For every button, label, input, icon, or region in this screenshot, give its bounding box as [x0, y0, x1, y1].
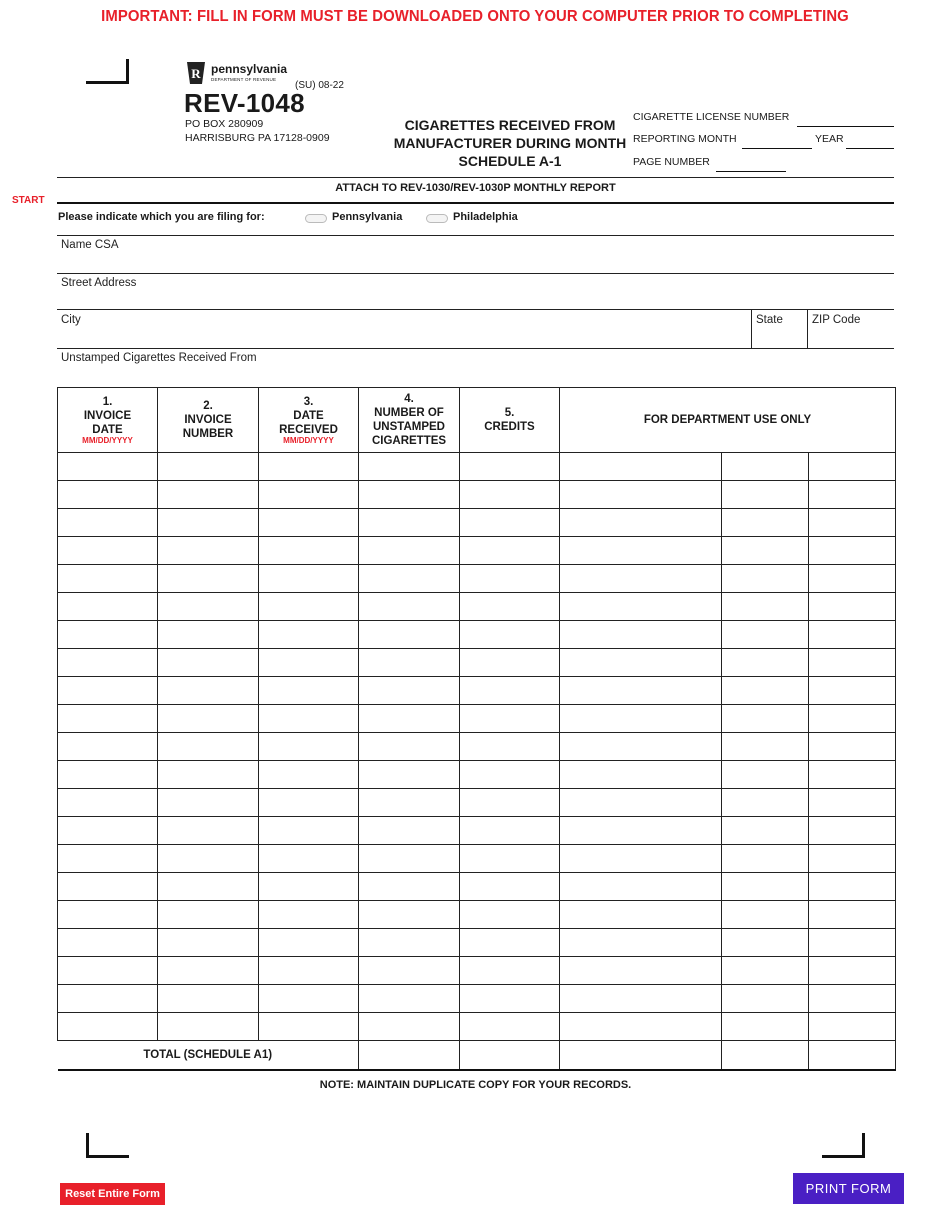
- entry-cell[interactable]: [158, 705, 259, 733]
- dept-use-cell: [809, 733, 896, 761]
- entry-cell[interactable]: [259, 761, 359, 789]
- agency-name: pennsylvania: [211, 62, 288, 76]
- entry-cell[interactable]: [58, 677, 158, 705]
- entry-cell[interactable]: [359, 761, 460, 789]
- name-csa-label: Name CSA: [61, 239, 119, 251]
- col-number: 4.: [404, 393, 414, 405]
- dept-use-cell: [809, 957, 896, 985]
- entry-cell[interactable]: [359, 649, 460, 677]
- entry-cell[interactable]: [58, 929, 158, 957]
- entry-cell[interactable]: [158, 481, 259, 509]
- divider: [57, 177, 894, 178]
- city-field[interactable]: [57, 310, 751, 348]
- table-row: [58, 901, 896, 929]
- dept-use-cell: [722, 705, 809, 733]
- dept-use-cell: [809, 845, 896, 873]
- entry-cell[interactable]: [359, 733, 460, 761]
- entry-cell[interactable]: [460, 873, 560, 901]
- table-row: [58, 649, 896, 677]
- table-row: [58, 929, 896, 957]
- dept-use-cell: [560, 621, 722, 649]
- entry-cell[interactable]: [259, 649, 359, 677]
- dept-use-cell: [809, 929, 896, 957]
- entry-cell[interactable]: [158, 761, 259, 789]
- entry-cell[interactable]: [158, 901, 259, 929]
- entry-cell[interactable]: [359, 621, 460, 649]
- entry-cell[interactable]: [158, 789, 259, 817]
- entry-cell[interactable]: [259, 509, 359, 537]
- entry-cell[interactable]: [259, 621, 359, 649]
- col-label-line: NUMBER OF: [374, 407, 444, 419]
- entry-cell[interactable]: [158, 677, 259, 705]
- entry-cell[interactable]: [460, 789, 560, 817]
- date-format-hint: MM/DD/YYYY: [82, 436, 133, 445]
- table-header-row: [58, 388, 896, 453]
- reporting-month-label: REPORTING MONTH: [633, 133, 737, 145]
- entry-cell[interactable]: [158, 817, 259, 845]
- download-warning-banner: IMPORTANT: FILL IN FORM MUST BE DOWNLOADED ONTO YOUR COMPUTER PRIOR TO COMPLETING: [101, 8, 849, 25]
- entry-cell[interactable]: [259, 901, 359, 929]
- dept-use-cell: [722, 733, 809, 761]
- entry-cell[interactable]: [158, 845, 259, 873]
- table-row: [58, 621, 896, 649]
- year-label: YEAR: [815, 133, 844, 145]
- dept-use-cell: [560, 705, 722, 733]
- entry-cell[interactable]: [359, 817, 460, 845]
- entry-cell[interactable]: [58, 901, 158, 929]
- entry-cell[interactable]: [460, 761, 560, 789]
- dept-use-cell: [722, 985, 809, 1013]
- entry-cell[interactable]: [359, 705, 460, 733]
- table-row: [58, 453, 896, 481]
- table-row: [58, 677, 896, 705]
- dept-use-cell: [722, 593, 809, 621]
- dept-use-cell: [560, 537, 722, 565]
- entry-cell[interactable]: [259, 565, 359, 593]
- entry-cell[interactable]: [158, 593, 259, 621]
- entry-cell[interactable]: [259, 537, 359, 565]
- radio-philadelphia[interactable]: [426, 214, 448, 223]
- zip-code-field[interactable]: [808, 310, 894, 348]
- dept-use-cell: [809, 565, 896, 593]
- dept-use-cell: [809, 509, 896, 537]
- entry-cell[interactable]: [158, 957, 259, 985]
- dept-use-cell: [560, 649, 722, 677]
- dept-use-cell: [809, 873, 896, 901]
- entry-cell[interactable]: [259, 733, 359, 761]
- dept-use-cell: [722, 957, 809, 985]
- dept-use-cell: [560, 1041, 722, 1071]
- page-number-label: PAGE NUMBER: [633, 156, 710, 168]
- table-row: [58, 789, 896, 817]
- table-row: [58, 509, 896, 537]
- entry-cell[interactable]: [58, 565, 158, 593]
- entry-cell[interactable]: [359, 677, 460, 705]
- dept-use-cell: [722, 929, 809, 957]
- filing-question: Please indicate which you are filing for:: [58, 211, 265, 223]
- dept-use-cell: [809, 901, 896, 929]
- entry-cell[interactable]: [58, 761, 158, 789]
- table-row: [58, 761, 896, 789]
- date-format-hint: MM/DD/YYYY: [283, 436, 334, 445]
- entry-cell[interactable]: [58, 817, 158, 845]
- dept-use-cell: [809, 817, 896, 845]
- dept-use-cell: [722, 677, 809, 705]
- received-from-label: Unstamped Cigarettes Received From: [61, 352, 257, 364]
- radio-philadelphia-label: Philadelphia: [453, 211, 518, 223]
- dept-use-cell: [560, 873, 722, 901]
- entry-cell[interactable]: [58, 649, 158, 677]
- entry-cell[interactable]: [58, 705, 158, 733]
- print-form-button[interactable]: PRINT FORM: [793, 1173, 904, 1204]
- entry-cell[interactable]: [359, 789, 460, 817]
- start-marker: START: [12, 195, 45, 206]
- col-label-line: DATE: [293, 410, 324, 422]
- col-credits-header: [460, 388, 560, 453]
- entry-cell[interactable]: [158, 537, 259, 565]
- dept-use-cell: [722, 1041, 809, 1071]
- dept-use-cell: [809, 705, 896, 733]
- entry-cell[interactable]: [58, 537, 158, 565]
- dept-use-cell: [560, 565, 722, 593]
- form-version: (SU) 08-22: [295, 80, 344, 91]
- dept-use-cell: [560, 677, 722, 705]
- dept-use-cell: [722, 649, 809, 677]
- table-row: [58, 957, 896, 985]
- entry-cell[interactable]: [58, 593, 158, 621]
- dept-use-cell: [722, 817, 809, 845]
- table-row: [58, 537, 896, 565]
- col-label-line: CREDITS: [484, 421, 535, 433]
- entry-cell[interactable]: [58, 873, 158, 901]
- entry-cell[interactable]: [158, 621, 259, 649]
- entry-cell[interactable]: [58, 481, 158, 509]
- entry-cell[interactable]: [259, 957, 359, 985]
- entry-cell[interactable]: [158, 873, 259, 901]
- total-row: [58, 1041, 896, 1071]
- dept-use-cell: [722, 1013, 809, 1041]
- registration-mark-bottom-left: [86, 1133, 129, 1158]
- entry-cell[interactable]: [460, 621, 560, 649]
- dept-use-cell: [560, 985, 722, 1013]
- dept-use-cell: [809, 985, 896, 1013]
- dept-use-cell: [560, 957, 722, 985]
- dept-use-cell: [809, 649, 896, 677]
- dept-use-cell: [722, 845, 809, 873]
- year-field[interactable]: [846, 134, 894, 149]
- dept-use-cell: [560, 509, 722, 537]
- entry-cell[interactable]: [58, 1013, 158, 1041]
- agency-department: DEPARTMENT OF REVENUE: [211, 77, 277, 82]
- entry-cell[interactable]: [460, 817, 560, 845]
- dept-use-cell: [722, 789, 809, 817]
- col-number: 1.: [102, 396, 113, 408]
- state-field[interactable]: [752, 310, 807, 348]
- col-label-line: INVOICE: [83, 410, 132, 422]
- dept-use-cell: [809, 481, 896, 509]
- table-row: [58, 873, 896, 901]
- street-address-label: Street Address: [61, 277, 137, 289]
- entry-cell[interactable]: [359, 537, 460, 565]
- entry-cell[interactable]: [359, 929, 460, 957]
- zip-code-label: ZIP Code: [812, 314, 861, 326]
- entry-cell[interactable]: [460, 985, 560, 1013]
- col-label-line: NUMBER: [182, 428, 234, 440]
- reporting-month-field[interactable]: [742, 134, 812, 149]
- schedule-table: [57, 387, 896, 1071]
- col-number: 2.: [203, 400, 213, 412]
- col-label-line: INVOICE: [184, 414, 232, 426]
- col-label-line: UNSTAMPED: [373, 421, 445, 433]
- dept-use-cell: [560, 789, 722, 817]
- duplicate-copy-note: NOTE: MAINTAIN DUPLICATE COPY FOR YOUR RECORDS.: [319, 1079, 632, 1091]
- dept-use-cell: [560, 733, 722, 761]
- address-line-1: PO BOX 280909: [185, 118, 264, 130]
- entry-cell[interactable]: [359, 593, 460, 621]
- dept-use-cell: [722, 621, 809, 649]
- entry-cell[interactable]: [359, 901, 460, 929]
- entry-cell[interactable]: [58, 845, 158, 873]
- entry-cell[interactable]: [460, 929, 560, 957]
- entry-cell[interactable]: [460, 1013, 560, 1041]
- entry-cell[interactable]: [460, 509, 560, 537]
- form-title: CIGARETTES RECEIVED FROM MANUFACTURER DURING MONTH SCHEDULE A-1: [393, 117, 627, 169]
- dept-use-cell: [809, 593, 896, 621]
- entry-cell[interactable]: [460, 453, 560, 481]
- entry-cell[interactable]: [158, 985, 259, 1013]
- dept-use-cell: [560, 929, 722, 957]
- page-number-field[interactable]: [716, 157, 786, 172]
- entry-cell[interactable]: [158, 453, 259, 481]
- divider: [57, 202, 894, 204]
- col-invoice-number-header: [158, 388, 259, 453]
- entry-cell[interactable]: [259, 929, 359, 957]
- total-cell[interactable]: [359, 1041, 460, 1071]
- entry-cell[interactable]: [259, 705, 359, 733]
- total-label: TOTAL (SCHEDULE A1): [58, 1041, 359, 1071]
- dept-use-cell: [560, 901, 722, 929]
- table-row: [58, 817, 896, 845]
- dept-use-cell: [560, 1013, 722, 1041]
- total-cell[interactable]: [460, 1041, 560, 1071]
- entry-cell[interactable]: [460, 957, 560, 985]
- entry-cell[interactable]: [259, 453, 359, 481]
- entry-cell[interactable]: [259, 789, 359, 817]
- radio-pennsylvania[interactable]: [305, 214, 327, 223]
- name-csa-field[interactable]: [57, 236, 894, 273]
- svg-text:R: R: [191, 66, 201, 81]
- table-row: [58, 845, 896, 873]
- table-row: [58, 705, 896, 733]
- entry-cell[interactable]: [460, 677, 560, 705]
- entry-cell[interactable]: [259, 873, 359, 901]
- dept-use-cell: [722, 509, 809, 537]
- entry-cell[interactable]: [158, 565, 259, 593]
- entry-cell[interactable]: [158, 509, 259, 537]
- dept-use-cell: [560, 845, 722, 873]
- entry-cell[interactable]: [460, 845, 560, 873]
- entry-cell[interactable]: [158, 1013, 259, 1041]
- received-from-field[interactable]: [57, 349, 894, 386]
- reset-form-button[interactable]: Reset Entire Form: [60, 1183, 165, 1205]
- dept-use-cell: [560, 817, 722, 845]
- keystone-icon: [185, 61, 207, 85]
- entry-cell[interactable]: [158, 929, 259, 957]
- entry-cell[interactable]: [259, 481, 359, 509]
- dept-use-cell: [560, 761, 722, 789]
- entry-cell[interactable]: [58, 621, 158, 649]
- entry-cell[interactable]: [359, 873, 460, 901]
- table-row: [58, 565, 896, 593]
- col-unstamped-count-header: [359, 388, 460, 453]
- entry-cell[interactable]: [460, 537, 560, 565]
- form-number: REV-1048: [184, 88, 305, 118]
- dept-use-cell: [722, 873, 809, 901]
- col-label-line: DATE: [92, 424, 123, 436]
- entry-cell[interactable]: [158, 733, 259, 761]
- entry-cell[interactable]: [158, 649, 259, 677]
- state-label: State: [756, 314, 783, 326]
- entry-cell[interactable]: [259, 593, 359, 621]
- dept-use-header: FOR DEPARTMENT USE ONLY: [560, 388, 896, 453]
- dept-use-cell: [809, 789, 896, 817]
- table-row: [58, 481, 896, 509]
- dept-use-cell: [560, 481, 722, 509]
- entry-cell[interactable]: [58, 985, 158, 1013]
- entry-cell[interactable]: [359, 957, 460, 985]
- table-row: [58, 1013, 896, 1041]
- dept-use-cell: [722, 453, 809, 481]
- entry-cell[interactable]: [359, 509, 460, 537]
- entry-cell[interactable]: [460, 705, 560, 733]
- dept-use-cell: [560, 593, 722, 621]
- dept-use-cell: [809, 677, 896, 705]
- dept-use-cell: [722, 481, 809, 509]
- table-row: [58, 593, 896, 621]
- dept-use-cell: [809, 1041, 896, 1071]
- table-row: [58, 985, 896, 1013]
- entry-cell[interactable]: [58, 733, 158, 761]
- address-line-2: HARRISBURG PA 17128-0909: [185, 132, 330, 144]
- entry-cell[interactable]: [58, 509, 158, 537]
- attach-instruction: ATTACH TO REV-1030/REV-1030P MONTHLY REPORT: [335, 182, 616, 194]
- registration-mark-top-left: [86, 59, 129, 84]
- entry-cell[interactable]: [359, 453, 460, 481]
- entry-cell[interactable]: [359, 481, 460, 509]
- entry-cell[interactable]: [460, 565, 560, 593]
- street-address-field[interactable]: [57, 274, 894, 309]
- entry-cell[interactable]: [58, 789, 158, 817]
- entry-cell[interactable]: [460, 593, 560, 621]
- entry-cell[interactable]: [460, 481, 560, 509]
- entry-cell[interactable]: [359, 1013, 460, 1041]
- table-row: [58, 733, 896, 761]
- dept-use-cell: [722, 565, 809, 593]
- col-number: 5.: [504, 407, 515, 419]
- entry-cell[interactable]: [259, 985, 359, 1013]
- col-label-line: RECEIVED: [279, 424, 338, 436]
- license-number-field[interactable]: [797, 112, 894, 127]
- dept-use-cell: [809, 537, 896, 565]
- entry-cell[interactable]: [460, 733, 560, 761]
- entry-cell[interactable]: [58, 453, 158, 481]
- dept-use-cell: [722, 537, 809, 565]
- registration-mark-bottom-right: [822, 1133, 865, 1158]
- license-number-label: CIGARETTE LICENSE NUMBER: [633, 111, 790, 123]
- entry-cell[interactable]: [460, 649, 560, 677]
- col-date-received-header: [259, 388, 359, 453]
- dept-use-cell: [809, 1013, 896, 1041]
- dept-use-cell: [560, 453, 722, 481]
- dept-use-cell: [722, 761, 809, 789]
- col-label-line: CIGARETTES: [371, 435, 447, 447]
- col-number: 3.: [303, 396, 314, 408]
- entry-cell[interactable]: [359, 985, 460, 1013]
- entry-cell[interactable]: [259, 1013, 359, 1041]
- dept-use-cell: [809, 621, 896, 649]
- entry-cell[interactable]: [58, 957, 158, 985]
- entry-cell[interactable]: [259, 817, 359, 845]
- entry-cell[interactable]: [359, 845, 460, 873]
- col-invoice-date-header: [58, 388, 158, 453]
- dept-use-cell: [722, 901, 809, 929]
- city-label: City: [61, 314, 81, 326]
- entry-cell[interactable]: [359, 565, 460, 593]
- radio-pennsylvania-label: Pennsylvania: [332, 211, 403, 223]
- dept-use-cell: [809, 761, 896, 789]
- entry-cell[interactable]: [259, 845, 359, 873]
- dept-use-cell: [809, 453, 896, 481]
- entry-cell[interactable]: [259, 677, 359, 705]
- entry-cell[interactable]: [460, 901, 560, 929]
